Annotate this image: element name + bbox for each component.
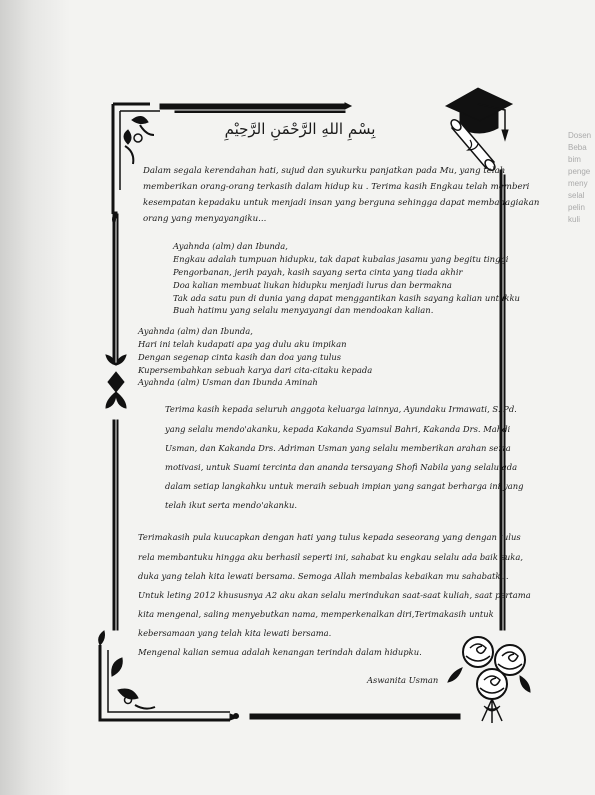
parents-verse-line: Ayahnda (alm) dan Ibunda,	[173, 241, 288, 251]
intro-line: kesempatan kepadaku untuk menjadi insan yang berguna sehingga dapat membahagiakan	[143, 198, 540, 208]
dedication-line: Kupersembahkan sebuah karya dari cita-citaku kepada	[138, 365, 373, 375]
bleed-line: Dosen	[568, 131, 592, 140]
parents-verse-line: Tak ada satu pun di dunia yang dapat menggantikan kasih sayang kalian untukku	[173, 293, 520, 303]
parents-verse-line: Buah hatimu yang selalu menyayangi dan mendoakan kalian.	[173, 305, 434, 315]
rose-bouquet-icon	[448, 637, 530, 723]
friends-thanks-line: Untuk leting 2012 khususnya A2 aku akan selalu merindukan saat-saat kuliah, saat pertama	[138, 590, 531, 600]
bleed-line: selal	[568, 191, 585, 200]
fleuron-icon	[106, 355, 126, 408]
dedication-line: Ayahnda (alm) Usman dan Ibunda Aminah	[138, 377, 318, 387]
bleed-line: pelin	[568, 203, 585, 212]
dedication-line: Hari ini telah kudapati apa yag dulu aku impikan	[138, 339, 347, 349]
bleed-line: kuli	[568, 215, 581, 224]
friends-thanks-line: kita mengenal, saling menyebutkan nama, memperkenalkan diri,Terimakasih untuk	[138, 609, 494, 619]
parents-verse-line: Pengorbanan, jerih payah, kasih sayang serta cinta yang tiada akhir	[173, 267, 463, 277]
bottom-border-line	[250, 714, 460, 719]
dedication-line: Dengan segenap cinta kasih dan doa yang tulus	[138, 352, 342, 362]
family-thanks-line: Terima kasih kepada seluruh anggota keluarga lainnya, Ayundaku Irmawati, S. Pd.	[165, 404, 517, 414]
family-thanks-line: telah ikut serta mendo'akanku.	[165, 500, 298, 510]
intro-line: Dalam segala kerendahan hati, sujud dan syukurku panjatkan pada Mu, yang telah	[143, 166, 506, 176]
signature: Aswanita Usman	[367, 675, 439, 685]
dedication-line: Ayahnda (alm) dan Ibunda,	[138, 326, 253, 336]
left-border-line	[113, 214, 119, 630]
friends-thanks-line: kebersamaan yang telah kita lewati bersama.	[138, 628, 332, 638]
friends-thanks-line: duka yang telah kita lewati bersama. Semoga Allah membalas kebaikan mu sahabatku.	[138, 571, 509, 581]
corner-ornament-icon	[99, 631, 239, 720]
friends-thanks-line: Mengenal kalian semua adalah kenangan terindah dalam hidupku.	[138, 647, 422, 657]
parents-verse-line: Engkau adalah tumpuan hidupku, tak dapat kubalas jasamu yang begitu tinggi	[173, 254, 509, 264]
bismillah-calligraphy: بِسْمِ اللهِ الرَّحْمَنِ الرَّحِيْمِ	[224, 120, 376, 138]
bleed-line: penge	[568, 167, 591, 176]
family-thanks-line: yang selalu mendo'akanku, kepada Kakanda Syamsul Bahri, Kakanda Drs. Mahdi	[165, 424, 511, 434]
parents-verse-line: Doa kalian membuat liukan hidupku menjadi lurus dan bermakna	[173, 280, 452, 290]
bleed-line: bim	[568, 155, 581, 164]
bleed-line: meny	[568, 179, 588, 188]
family-thanks-line: dalam setiap langkahku untuk meraih sebuah impian yang sangat berharga ini yang	[165, 481, 524, 491]
top-border-line	[160, 103, 351, 113]
family-thanks-line: motivasi, untuk Suami tercinta dan ananda tersayang Shofi Nabila yang selalu ada	[165, 462, 518, 472]
intro-line: memberikan orang-orang terkasih dalam hidup ku . Terima kasih Engkau telah memberi	[143, 182, 530, 192]
intro-line: orang yang menyayangiku...	[143, 214, 267, 224]
family-thanks-line: Usman, dan Kakanda Drs. Adriman Usman yang selalu memberikan arahan serta	[165, 443, 511, 453]
friends-thanks-line: rela membantuku hingga aku berhasil seperti ini, sahabat ku engkau selalu ada baik suka,	[138, 552, 524, 562]
bleed-line: Beba	[568, 143, 587, 152]
friends-thanks-line: Terimakasih pula kuucapkan dengan hati yang tulus kepada seseorang yang dengan tulus	[138, 532, 521, 542]
